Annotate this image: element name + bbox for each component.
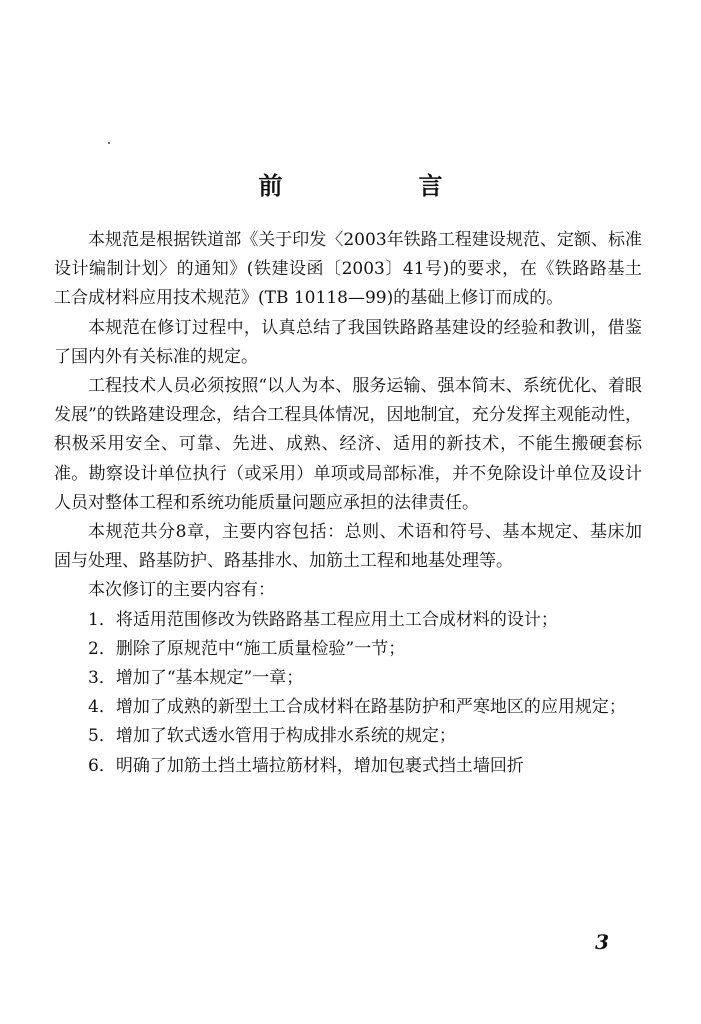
paragraph-5: 本次修订的主要内容有： [88,580,275,601]
list-item-6: 6．明确了加筋土挡土墙拉筋材料，增加包裹式挡土墙回折 [88,755,524,776]
list-item-4: 4．增加了成熟的新型土工合成材料在路基防护和严寒地区的应用规定； [88,697,626,718]
paragraph-4: 本规范共分8章，主要内容包括：总则、术语和符号、基本规定、基床加固与处理、路基防护、路基排水、加筋土工程和地基处理等。 [54,522,642,572]
paragraph-3: 工程技术人员必须按照“以人为本、服务运输、强本简末、系统优化、着眼发展”的铁路建设理念，结合工程具体情况，因地制宜，充分发挥主观能动性，积极采用安全、可靠、先进、成熟、经济、适用的新技术，不能生搬硬套标准。勘察设计单位执行（或采用）单项或局部标准，并不免除设计单位及设计人员对整体工程和系统功能质量问题应承担的法律责任。 [54,376,642,513]
page-number: 3 [595,930,609,954]
paragraph-1: 本规范是根据铁道部《关于印发〈2003年铁路工程建设规范、定额、标准设计编制计划〉的通知》(铁建设函〔2003〕41号)的要求，在《铁路路基土工合成材料应用技术规范》(TB 10118—99)的基础上修订而成的。 [54,230,642,309]
list-item-2: 2．删除了原规范中“施工质量检验”一节； [88,638,406,659]
list-item-3: 3．增加了“基本规定”一章； [88,668,304,689]
list-item-1: 1．将适用范围修改为铁路路基工程应用土工合成材料的设计； [88,609,558,630]
paragraph-2: 本规范在修订过程中，认真总结了我国铁路路基建设的经验和教训，借鉴了国内外有关标准的规定。 [54,317,642,367]
body-text [54,226,642,781]
list-item-5: 5．增加了软式透水管用于构成排水系统的规定； [88,726,456,747]
page-title: 前 言 [258,171,499,200]
scan-speck [108,142,110,144]
